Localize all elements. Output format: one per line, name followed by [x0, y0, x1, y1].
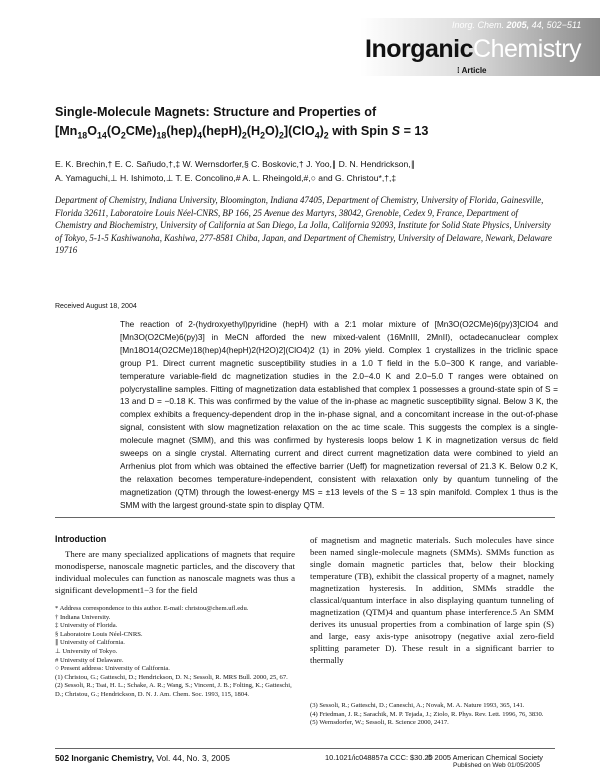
- section-heading-introduction: Introduction: [55, 534, 107, 544]
- footer-divider: [55, 748, 555, 749]
- footer-copyright: © 2005 American Chemical Society: [427, 753, 543, 762]
- footnote: ⊥ University of Tokyo.: [55, 647, 118, 655]
- introduction-text: There are many specialized applications of magnets that require monodisperse, nanoscale magnetic particles, and the discovery that individual molecules can function as nanoscale magnets was thus a significant development1−3 for the field: [55, 549, 295, 595]
- journal-reference: Inorg. Chem. 2005, 44, 502−511: [452, 20, 582, 30]
- footer-published: Published on Web 01/05/2005: [453, 762, 540, 769]
- body-text-right-column: of magnetism and magnetic materials. Such molecules have since been named single-molecule magnets (SMMs). SMMs function as single domain magnetic particles that, below their blocking temperature (TB), exhibit the classical property of a magnet, namely magnetization hysteresis. In addition, SMMs straddle the classical/quantum interface in also displaying quantum tunneling of magnetization (QTM)4 and quantum phase interference.5 An SMM derives its unusual properties from a combination of large spin (S) and large, easy axis-type anisotropy (negative axial zero-field splitting parameter D). These result in a significant barrier to thermally: [310, 535, 554, 665]
- logo-inorganic: Inorganic: [365, 35, 474, 63]
- abstract: The reaction of 2-(hydroxyethyl)pyridine (hepH) with a 2:1 molar mixture of [Mn3O(O2CMe)6(py)3]ClO4 and [Mn3O(O2CMe)6(py)3] in MeCN afforded the new mixed-valent (16MnIII, 2MnII), octadecanuclear complex [Mn18O14(O2CMe)18(hep)4(hepH)2(H2O)2](ClO4)2 (1) in 20% yield. Complex 1 crystallizes in the triclinic space group P1. Direct current magnetic susceptibility studies in a 1.0 T field in the 5.0−300 K range, and variable-temperature variable-field dc magnetization studies in the 2.0−4.0 K and 2.0−5.0 T ranges were obtained on polycrystalline samples. Fitting of magnetization data established that complex 1 possesses a ground-state spin of S = 13 and D = −0.18 K. This was confirmed by the value of the in-phase ac magnetic susceptibility signal. Below 3 K, the complex exhibits a frequency-dependent drop in the in-phase signal, and a concomitant increase in the out-of-phase signal, consistent with slow magnetization relaxation on the ac time scale. This suggests the complex is a single-molecule magnet (SMM), and this was confirmed by hysteresis loops below 1 K in magnetization versus dc field sweeps on a single crystal. Alternating current and direct current magnetization data were combined to yield an Arrhenius plot from which was obtained the effective barrier (Ueff) for magnetization reversal of 21.3 K. Below 0.2 K, the relaxation becomes temperature-independent, consistent with relaxation only by quantum tunneling of the magnetization (QTM) through the lowest-energy MS = ±13 levels of the S = 13 spin manifold. Complex 1 thus is the SMM with the largest ground-state spin to display QTM.: [120, 319, 558, 510]
- logo-chemistry: Chemistry: [473, 35, 582, 63]
- reference: (3) Sessoli, R.; Gatteschi, D.; Caneschi, A.; Novak, M. A. Nature 1993, 365, 141.: [310, 702, 525, 709]
- footnote: ○ Present address: University of California.: [55, 665, 170, 673]
- author-list: E. K. Brechin,† E. C. Sañudo,†,‡ W. Wernsdorfer,§ C. Boskovic,† J. Yoo,∥ D. N. Hendrickson,∥ A. Yamaguchi,⊥ H. Ishimoto,⊥ T. E. Concolino,# A. L. Rheingold,#,○ and G. Christou*,†,‡: [55, 159, 415, 183]
- references-right: [310, 702, 554, 728]
- reference: (2) Sessoli, R.; Tsai, H. L.; Schake, A. R.; Wang, S.; Vincent, J. B.; Folting, K.; Gatteschi, D.; Christou, G.; Hendrickson, D. N. J. Am. Chem. Soc. 1993, 115, 1804.: [55, 682, 292, 698]
- footnote: ‡ University of Florida.: [55, 622, 118, 630]
- footer-doi: 10.1021/ic048857a CCC: $30.25: [325, 753, 433, 762]
- title-formula: $[Mn_{18}O_{14}(O_2CMe)_{18}(hep)_4(hepH)_2(H_2O)_2](ClO_4)_2$ with Spin S = 13: [55, 124, 429, 141]
- reference: (4) Friedman, J. R.; Sarachik, M. P. Tejada, J.; Ziolo, R. Phys. Rev. Lett. 1996, 76, 3830.: [310, 710, 544, 718]
- footer-volume: Vol. 44, No. 3, 2005: [156, 753, 230, 763]
- received-date: Received August 18, 2004: [55, 303, 137, 310]
- footer-journal: Inorganic Chemistry,: [71, 753, 154, 763]
- page-number: 502: [55, 753, 69, 763]
- journal-logo: [365, 35, 581, 64]
- footer-citation: [55, 753, 230, 763]
- divider: [55, 517, 555, 518]
- paper-title: Single-Molecule Magnets: Structure and Properties of $[Mn_{18}O_{14}(O_2CMe)_{18}(hep)_4(hepH)_2(H_2O)_2](ClO_4)_2$ with Spin S = 13: [55, 103, 555, 141]
- footnote: † Indiana University.: [55, 613, 111, 621]
- footnote: * Address correspondence to this author. E-mail: christou@chem.ufl.edu.: [55, 605, 249, 612]
- footnote: # University of Delaware.: [55, 656, 124, 664]
- reference: (5) Wernsdorfer, W.; Sessoli, R. Science 2000, 2417.: [310, 719, 449, 727]
- footnote: ∥ University of California.: [55, 639, 125, 647]
- reference: (1) Christou, G.; Gatteschi, D.; Hendrickson, D. N.; Sessoli, R. MRS Bull. 2000, 25, 67.: [55, 673, 288, 681]
- footnote: § Laboratoire Louis Néel-CNRS.: [55, 630, 143, 638]
- affiliations: Department of Chemistry, Indiana University, Bloomington, Indiana 47405, Department of Chemistry, University of Florida, Gainesville, Florida 32611, Laboratoire Louis Néel-CNRS, BP 166, 25 Avenue des Martyrs, 38042, Grenoble, Cedex 9, France, Department of Chemistry and Biochemistry, University of California at San Diego, La Jolla, California 92093, Institute for Solid State Physics, University of Tokyo, 5-1-5 Kashiwanoha, Kashiwa, 277-8581 Chiba, Japan, and Department of Chemistry, University of Delaware, Newark, Delaware 19716: [55, 195, 552, 255]
- article-type-tag: ⁞ Article: [457, 66, 487, 75]
- footnotes: [55, 605, 295, 700]
